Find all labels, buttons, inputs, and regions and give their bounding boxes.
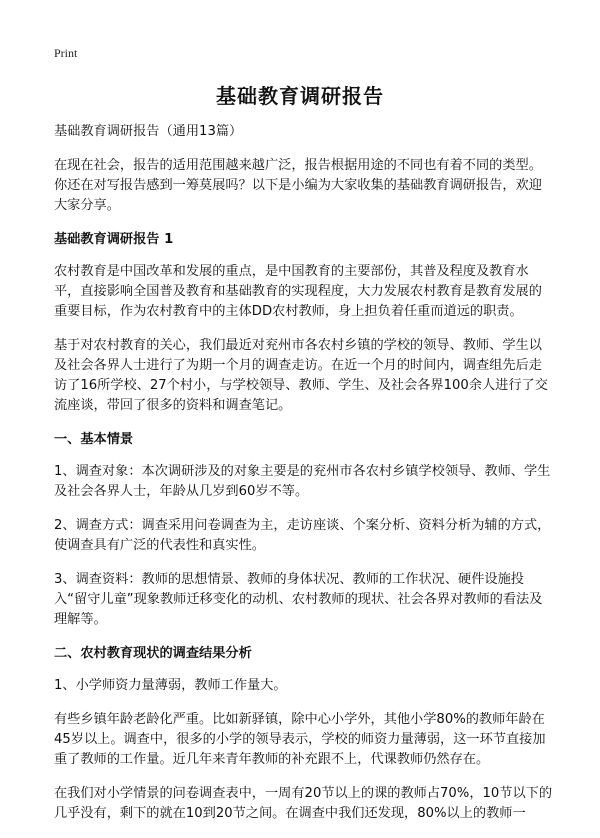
paragraph-survey-subjects: 1、调查对象：本次调研涉及的对象主要是的兖州市各农村乡镇学校领导、教师、学生及社会各界人士，年龄从几岁到60岁不等。 [54,464,551,499]
section-heading-report-1: 基础教育调研报告 1 [54,232,174,247]
paragraph-survey-materials: 3、调查资料：教师的思想情景、教师的身体状况、教师的工作状况、硬件设施投入“留守儿童”现象教师迁移变化的动机、农村教师的现状、社会各界对教师的看法及理解等。 [54,572,543,627]
paragraph-teacher-aging: 有些乡镇年龄老龄化严重。比如新驿镇，除中心小学外，其他小学80%的教师年龄在45岁以上。调查中，很多的小学的领导表示，学校的师资力量薄弱，这一环节直接加重了教师的工作量。近几年来青年教师的补充跟不上，代课教师仍然存在。 [54,712,546,767]
paragraph-workload: 在我们对小学情景的问卷调查表中，一周有20节以上的课的教师占70%，10节以下的几乎没有，剩下的就在10到20节之间。在调查中我们还发现，80%以上的教师一 [54,786,553,821]
section-heading-basic-situation: 一、基本情景 [54,432,134,447]
section-heading-results: 二、农村教育现状的调查结果分析 [54,646,252,661]
paragraph-result-1: 1、小学师资力量薄弱，教师工作量大。 [54,678,287,693]
paragraph-rural-education: 农村教育是中国改革和发展的重点，是中国教育的主要部份，其普及程度及教育水平，直接影响全国普及教育和基础教育的实现程度，大力发展农村教育是教育发展的重要目标，作为农村教育中的主体DD农村教师，身上担负着任重而道远的职责。 [54,264,542,319]
page-title: 基础教育调研报告 [216,84,384,108]
document-body [54,122,554,838]
document-subtitle: 基础教育调研报告（通用13篇） [54,124,243,139]
paragraph-survey-overview: 基于对农村教育的关心，我们最近对兖州市各农村乡镇的学校的领导、教师、学生以及社会各界人士进行了为期一个月的调查走访。在近一个月的时间内，调查组先后走访了16所学校、27个村小，与学校领导、教师、学生、及社会各界100余人进行了交流座谈，带回了很多的资料和调查笔记。 [54,338,548,413]
intro-paragraph: 在现在社会，报告的适用范围越来越广泛，报告根据用途的不同也有着不同的类型。你还在对写报告感到一筹莫展吗？以下是小编为大家收集的基础教育调研报告，欢迎大家分享。 [54,158,542,213]
paragraph-survey-method: 2、调查方式：调查采用问卷调查为主，走访座谈、个案分析、资料分析为辅的方式，使调查具有广泛的代表性和真实性。 [54,518,551,553]
print-link[interactable]: Print [54,46,78,60]
